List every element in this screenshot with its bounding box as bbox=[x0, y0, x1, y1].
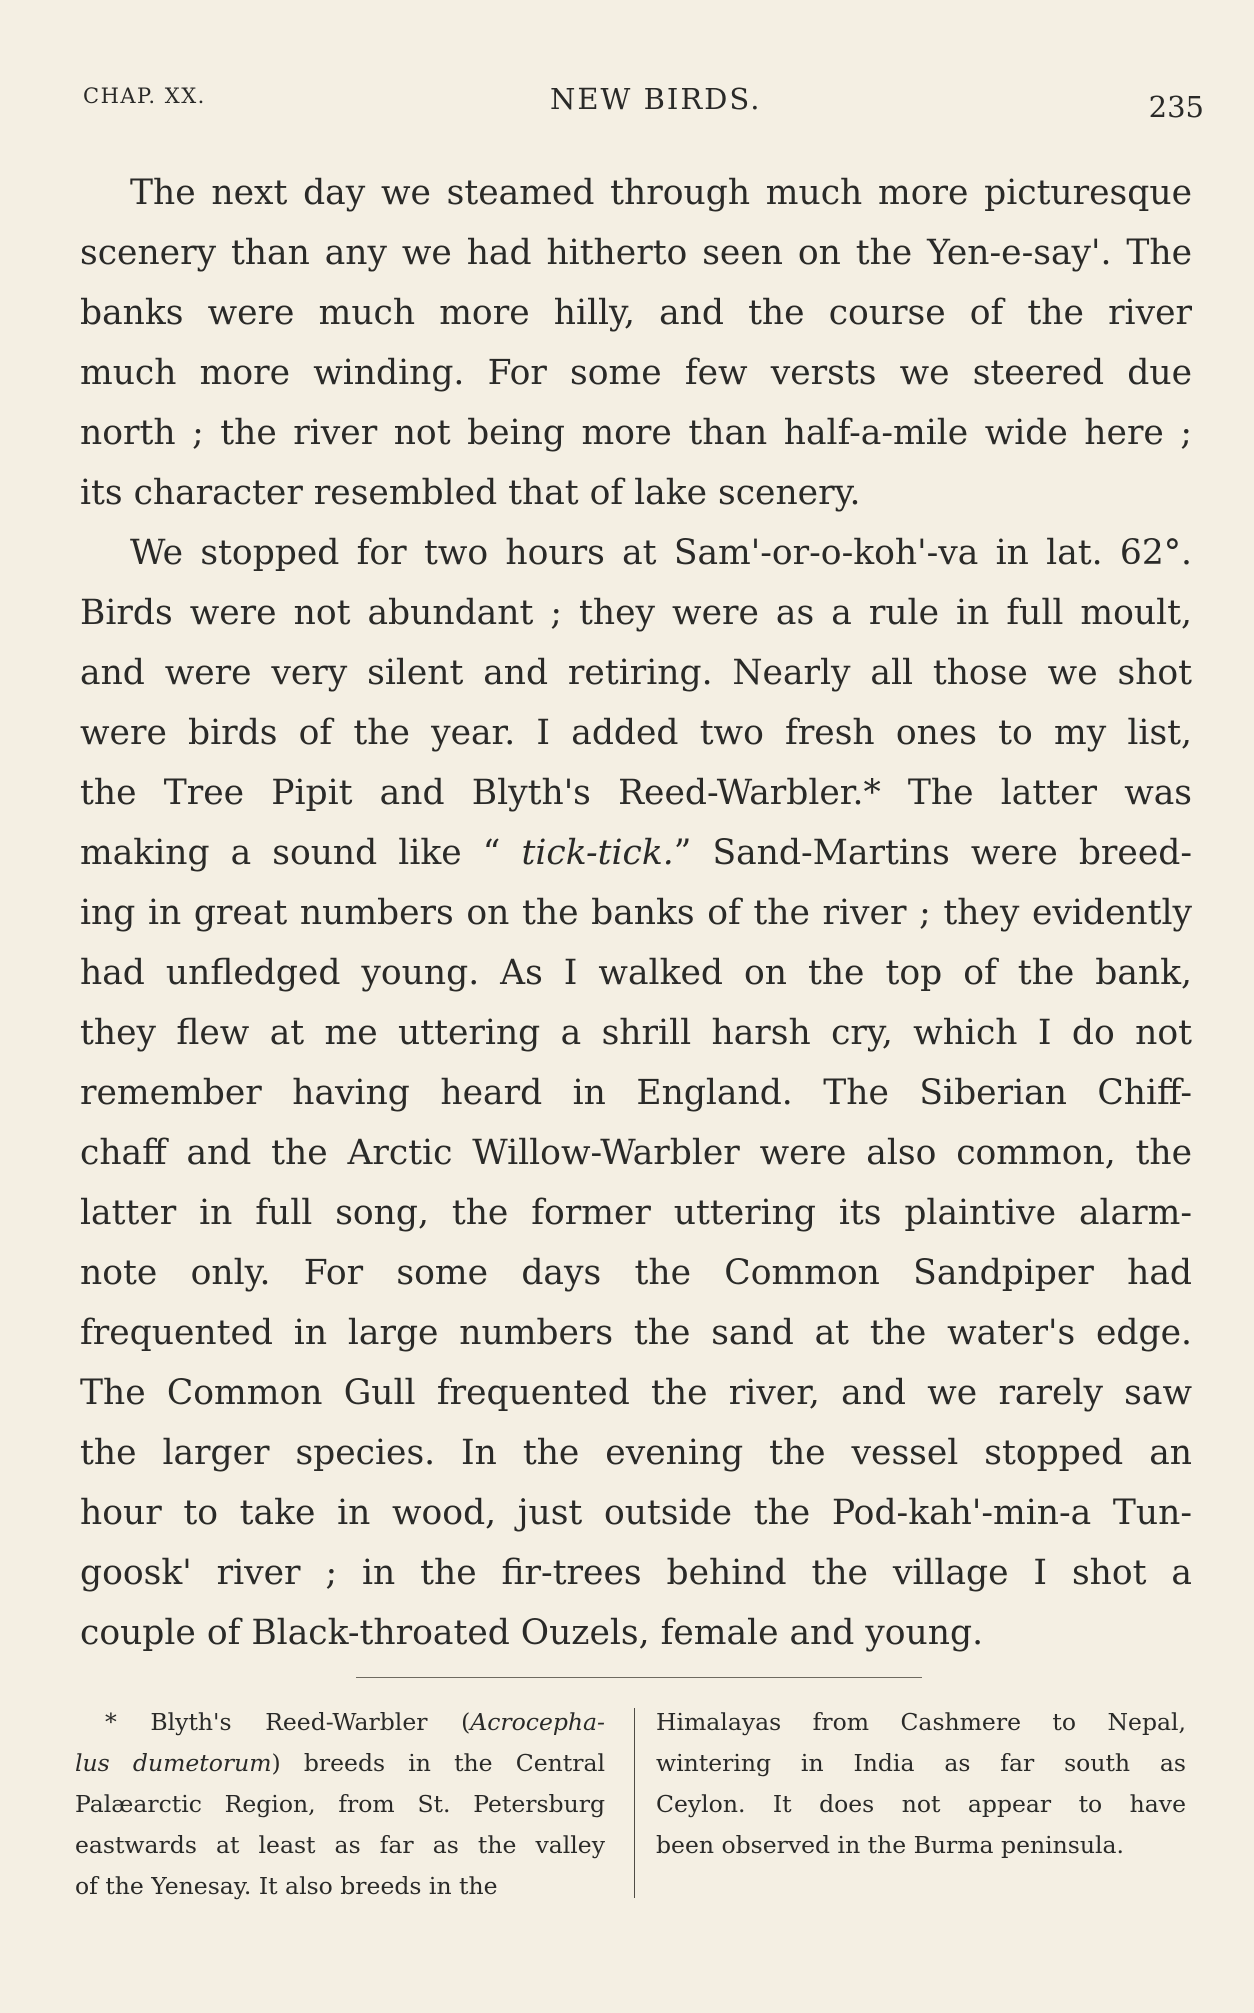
footnote-line: of the Yenesay. It also breeds in the bbox=[75, 1872, 498, 1900]
text-line: much more winding. For some few versts we steered due bbox=[80, 353, 1192, 393]
text-line: goosk' river ; in the fir-trees behind the village I shot a bbox=[80, 1553, 1192, 1593]
text-line: We stopped for two hours at Sam'-or-o-koh'-va in lat. 62°. bbox=[130, 533, 1192, 573]
italic-fragment: lus dumetorum bbox=[75, 1749, 272, 1777]
text-line: latter in full song, the former uttering its plaintive alarm- bbox=[80, 1193, 1192, 1233]
page-number: 235 bbox=[1148, 90, 1204, 124]
text-line: they flew at me uttering a shrill harsh cry, which I do not bbox=[80, 1013, 1192, 1053]
running-header bbox=[80, 80, 1204, 130]
footnote-line: eastwards at least as far as the valley bbox=[75, 1831, 605, 1859]
text-line: chaff and the Arctic Willow-Warbler were also common, the bbox=[80, 1133, 1192, 1173]
footnote-line: Palæarctic Region, from St. Petersburg bbox=[75, 1790, 605, 1818]
text-line: ing in great numbers on the banks of the river ; they evidently bbox=[80, 893, 1192, 933]
footnote-rule bbox=[356, 1677, 922, 1678]
text-line: The next day we steamed through much more picturesque bbox=[130, 173, 1192, 213]
text-line: were birds of the year. I added two fresh ones to my list, bbox=[80, 713, 1192, 753]
footnote-line bbox=[75, 1743, 605, 1784]
text-fragment: ) breeds in the Central bbox=[271, 1749, 605, 1777]
footnote-column-divider bbox=[634, 1708, 635, 1898]
text-line: the Tree Pipit and Blyth's Reed-Warbler.* The latter was bbox=[80, 773, 1192, 813]
text-fragment: ” Sand-Martins were breed- bbox=[673, 833, 1192, 873]
text-line: banks were much more hilly, and the course of the river bbox=[80, 293, 1192, 333]
footnote-line: Ceylon. It does not appear to have bbox=[656, 1790, 1186, 1818]
italic-fragment: Acrocepha- bbox=[470, 1708, 605, 1736]
text-line: frequented in large numbers the sand at the water's edge. bbox=[80, 1313, 1192, 1353]
text-line: Birds were not abundant ; they were as a rule in full moult, bbox=[80, 593, 1192, 633]
text-line: had unfledged young. As I walked on the top of the bank, bbox=[80, 953, 1192, 993]
chapter-title: NEW BIRDS. bbox=[550, 82, 762, 116]
text-line: its character resembled that of lake scenery. bbox=[80, 473, 861, 513]
footnote-left-column bbox=[75, 1702, 605, 1907]
text-line: note only. For some days the Common Sandpiper had bbox=[80, 1253, 1192, 1293]
text-line: north ; the river not being more than half-a-mile wide here ; bbox=[80, 413, 1192, 453]
body-text bbox=[80, 163, 1192, 1663]
text-fragment: making a sound like “ bbox=[80, 833, 522, 873]
footnote-line: been observed in the Burma peninsula. bbox=[656, 1831, 1124, 1859]
text-line: hour to take in wood, just outside the Pod-kah'-min-a Tun- bbox=[80, 1493, 1192, 1533]
footnote-right-column bbox=[656, 1702, 1186, 1866]
text-line: and were very silent and retiring. Nearly all those we shot bbox=[80, 653, 1192, 693]
text-line: remember having heard in England. The Siberian Chiff- bbox=[80, 1073, 1192, 1113]
text-line-with-italic bbox=[80, 823, 1192, 883]
text-line: scenery than any we had hitherto seen on the Yen-e-say'. The bbox=[80, 233, 1192, 273]
text-line: couple of Black-throated Ouzels, female and young. bbox=[80, 1613, 984, 1653]
text-line: the larger species. In the evening the vessel stopped an bbox=[80, 1433, 1192, 1473]
footnote-line: Himalayas from Cashmere to Nepal, bbox=[656, 1708, 1186, 1736]
footnote-line bbox=[75, 1702, 605, 1743]
footnote-line: wintering in India as far south as bbox=[656, 1749, 1186, 1777]
text-fragment: * Blyth's Reed-Warbler ( bbox=[105, 1708, 471, 1736]
italic-fragment: tick-tick. bbox=[521, 833, 674, 873]
chapter-label: CHAP. XX. bbox=[83, 84, 206, 108]
text-line: The Common Gull frequented the river, and we rarely saw bbox=[80, 1373, 1192, 1413]
